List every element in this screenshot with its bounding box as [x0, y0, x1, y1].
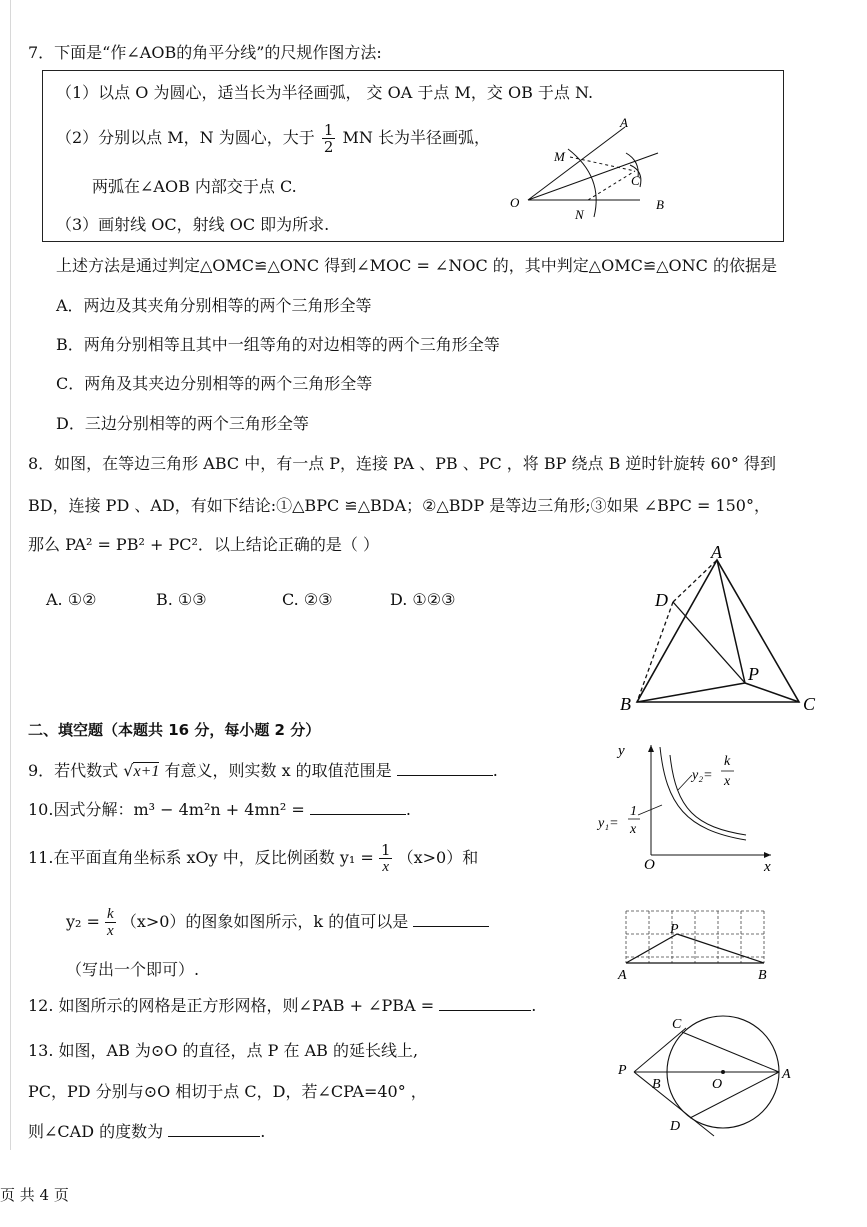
q9-answer-blank[interactable] [397, 759, 493, 776]
q7-option-b: B．两角分别相等且其中一组等角的对边相等的两个三角形全等 [56, 335, 500, 354]
label-B: B [656, 197, 664, 212]
label-O: O [712, 1077, 723, 1092]
frac-num: k [107, 906, 114, 922]
q8-line-3: 那么 PA² = PB² + PC²．以上结论正确的是（ ） [28, 535, 379, 554]
q9-radicand: x+1 [133, 763, 160, 780]
origin-label: O [644, 857, 655, 873]
frac-den: x [382, 859, 390, 875]
q7-half-fraction [322, 122, 336, 155]
q8-option-a: A. ①② [46, 590, 97, 609]
label-B: B [758, 968, 767, 983]
label-O: O [510, 195, 520, 210]
q11-line1-text: 11.在平面直角坐标系 xOy 中，反比例函数 y₁ = [28, 848, 374, 867]
q13-end: . [260, 1122, 266, 1141]
label-N: N [575, 207, 584, 222]
inverse-function-graph [596, 735, 786, 875]
label-D: D [655, 590, 668, 610]
label-C: C [631, 173, 640, 188]
label-D: D [670, 1119, 681, 1134]
y2-num: k [724, 754, 731, 769]
label-P: P [670, 922, 679, 937]
q8-option-c: C. ②③ [282, 590, 333, 609]
q12-answer-blank[interactable] [439, 994, 531, 1011]
q11-line-1 [28, 842, 478, 875]
y-axis-label: y [618, 743, 625, 759]
q8-option-d: D. ①②③ [390, 590, 456, 609]
q12 [28, 993, 536, 1016]
q11-y2: y₂ = [66, 912, 100, 931]
angle-bisector-figure [500, 105, 680, 225]
q7-box-line-1: （1）以点 O 为圆心，适当长为半径画弧， 交 OA 于点 M，交 OB 于点 N. [56, 83, 594, 102]
q7-stem: 7．下面是“作∠AOB的角平分线”的尺规作图方法: [28, 43, 382, 62]
y2-label: y₂= [692, 768, 713, 783]
q8-option-b: B. ①③ [156, 590, 207, 609]
label-B: B [620, 694, 631, 714]
q7-option-c: C．两角及其夹边分别相等的两个三角形全等 [56, 374, 373, 393]
q13-line-2: PC，PD 分别与⊙O 相切于点 C，D，若∠CPA=40° ， [28, 1082, 427, 1101]
label-B: B [652, 1077, 661, 1092]
q7-box-line-2b: MN 长为半径画弧， [342, 128, 490, 147]
q11-line-2 [66, 906, 489, 939]
tangent-circle-figure [612, 1012, 802, 1142]
square-grid-figure [612, 905, 777, 985]
equilateral-triangle-figure [615, 540, 825, 720]
q12-text: 12. 如图所示的网格是正方形网格，则∠PAB + ∠PBA = [28, 996, 435, 1015]
frac-den: 2 [323, 138, 334, 156]
q7-box-line-2a: （2）分别以点 M，N 为圆心，大于 [56, 128, 315, 147]
q9-suffix: 有意义，则实数 x 的取值范围是 [164, 761, 392, 780]
q7-box-line-3: 两弧在∠AOB 内部交于点 C. [92, 177, 297, 196]
q9-end: . [492, 761, 498, 780]
q10-text: 10.因式分解：m³ − 4m²n + 4mn² = [28, 800, 305, 819]
q13-line-1: 13. 如图，AB 为⊙O 的直径，点 P 在 AB 的延长线上, [28, 1041, 419, 1060]
section-2-title: 二、填空题（本题共 16 分，每小题 2 分） [28, 721, 321, 739]
x-axis-label: x [764, 859, 771, 875]
q13-line-3 [28, 1119, 265, 1142]
label-P: P [748, 664, 759, 684]
q7-question: 上述方法是通过判定△OMC≌△ONC 得到∠MOC = ∠NOC 的，其中判定△OMC≌△ONC 的依据是 [56, 256, 777, 275]
q11-k-fraction [105, 906, 116, 939]
label-C: C [672, 1017, 682, 1032]
frac-den: x [107, 923, 114, 939]
q9-sqrt: √x+1 [123, 761, 160, 780]
q11-line2b-text: （x>0）的图象如图所示，k 的值可以是 [120, 912, 409, 931]
y1-label: y₁= [598, 816, 619, 831]
q13-answer-blank[interactable] [168, 1120, 260, 1137]
y1-den: x [630, 822, 637, 837]
label-A: A [620, 115, 628, 130]
q8-line-1: 8．如图，在等边三角形 ABC 中，有一点 P，连接 PA 、PB 、PC ，将 BP 绕点 B 逆时针旋转 60° 得到 [28, 454, 776, 473]
y1-num: 1 [630, 804, 637, 819]
q8-line-2: BD，连接 PD 、AD，有如下结论:①△BPC ≌△BDA；②△BDP 是等边三角形;③如果 ∠BPC = 150°， [28, 496, 770, 515]
q11-line-3: （写出一个即可）. [66, 960, 200, 979]
q7-box-line-4: （3）画射线 OC，射线 OC 即为所求. [56, 215, 330, 234]
q9-prefix: 9．若代数式 [28, 761, 119, 780]
margin-line [10, 0, 11, 1150]
q11-y1-fraction [379, 842, 393, 875]
label-A: A [711, 542, 722, 562]
q11-line1b-text: （x>0）和 [397, 848, 479, 867]
frac-num: 1 [380, 841, 391, 859]
q10-end: . [405, 800, 412, 819]
page-footer: 页 共 4 页 [0, 1186, 69, 1204]
q12-end: . [531, 996, 537, 1015]
label-A: A [618, 968, 627, 983]
label-M: M [554, 149, 565, 164]
q7-option-d: D．三边分别相等的两个三角形全等 [56, 414, 309, 433]
label-A: A [782, 1067, 791, 1082]
q13-line3-text: 则∠CAD 的度数为 [28, 1122, 164, 1141]
q10-answer-blank[interactable] [310, 798, 406, 815]
label-P: P [618, 1063, 627, 1078]
q7-box-line-2 [56, 122, 490, 155]
y2-den: x [724, 774, 731, 789]
q10 [28, 797, 411, 820]
frac-num: 1 [323, 121, 334, 139]
q11-answer-blank[interactable] [413, 910, 489, 927]
label-C: C [803, 694, 816, 714]
q9 [28, 758, 498, 781]
q7-option-a: A．两边及其夹角分别相等的两个三角形全等 [56, 296, 372, 315]
